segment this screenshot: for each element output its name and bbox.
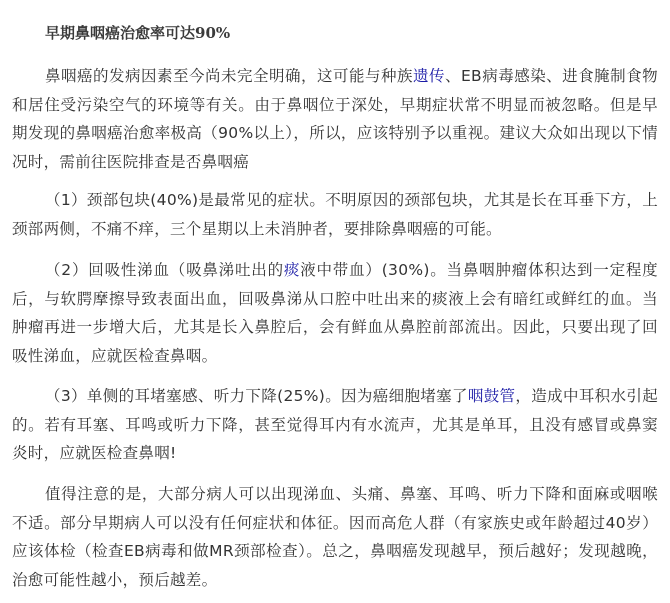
paragraph-text: （3）单侧的耳堵塞感、听力下降(25%)。因为癌细胞堵塞了 [45,387,468,405]
article-title: 早期鼻咽癌治愈率可达90% [45,24,231,42]
paragraph-conclusion: 值得注意的是，大部分病人可以出现涕血、头痛、鼻塞、耳鸣、听力下降和面麻或咽喉不适。部分早期病人可以没有任何症状和体征。因而高危人群（有家族史或年龄超过40岁）应该体检（检查EB病毒和做MR颈部检查）。总之，鼻咽癌发现越早，预后越好；发现越晚，治愈可能性越小，预后越差。 [12,485,658,589]
paragraph-intro [12,62,658,176]
paragraph-symptom-1: （1）颈部包块(40%)是最常见的症状。不明原因的颈部包块，尤其是长在耳垂下方，上颈部两侧，不痛不痒，三个星期以上未消肿者，要排除鼻咽癌的可能。 [12,191,658,238]
paragraph-text: 、EB病毒感染、进食腌制食物和居住受污染空气的环境等有关。由于鼻咽位于深处，早期症状常不明显而被忽略。但是早期发现的鼻咽癌治愈率极高（90%以上），所以，应该特别予以重视。建议大众如出现以下情况时，需前往医院排查是否鼻咽癌 [12,67,658,171]
paragraph-text: 鼻咽癌的发病因素至今尚未完全明确，这可能与种族 [45,67,413,85]
link-phlegm[interactable]: 痰 [283,261,301,279]
paragraph-text: 液中带血）(30%)。当鼻咽肿瘤体积达到一定程度后，与软腭摩擦导致表面出血，回吸鼻涕从口腔中吐出来的痰液上会有暗红或鲜红的血。当肿瘤再进一步增大后，尤其是长入鼻腔后，会有鲜血从鼻腔前部流出。因此，只要出现了回吸性涕血，应就医检查鼻咽。 [12,261,658,365]
link-heredity[interactable]: 遗传 [412,67,445,85]
paragraph-symptom-3 [12,382,658,468]
paragraph-symptom-2 [12,256,658,370]
paragraph-text: （2）回吸性涕血（吸鼻涕吐出的 [45,261,284,279]
paragraph-text: ，造成中耳积水引起的。若有耳塞、耳鸣或听力下降，甚至觉得耳内有水流声，尤其是单耳，且没有感冒或鼻窦炎时，应就医检查鼻咽! [12,387,659,462]
link-eustachian-tube[interactable]: 咽鼓管 [467,387,516,405]
